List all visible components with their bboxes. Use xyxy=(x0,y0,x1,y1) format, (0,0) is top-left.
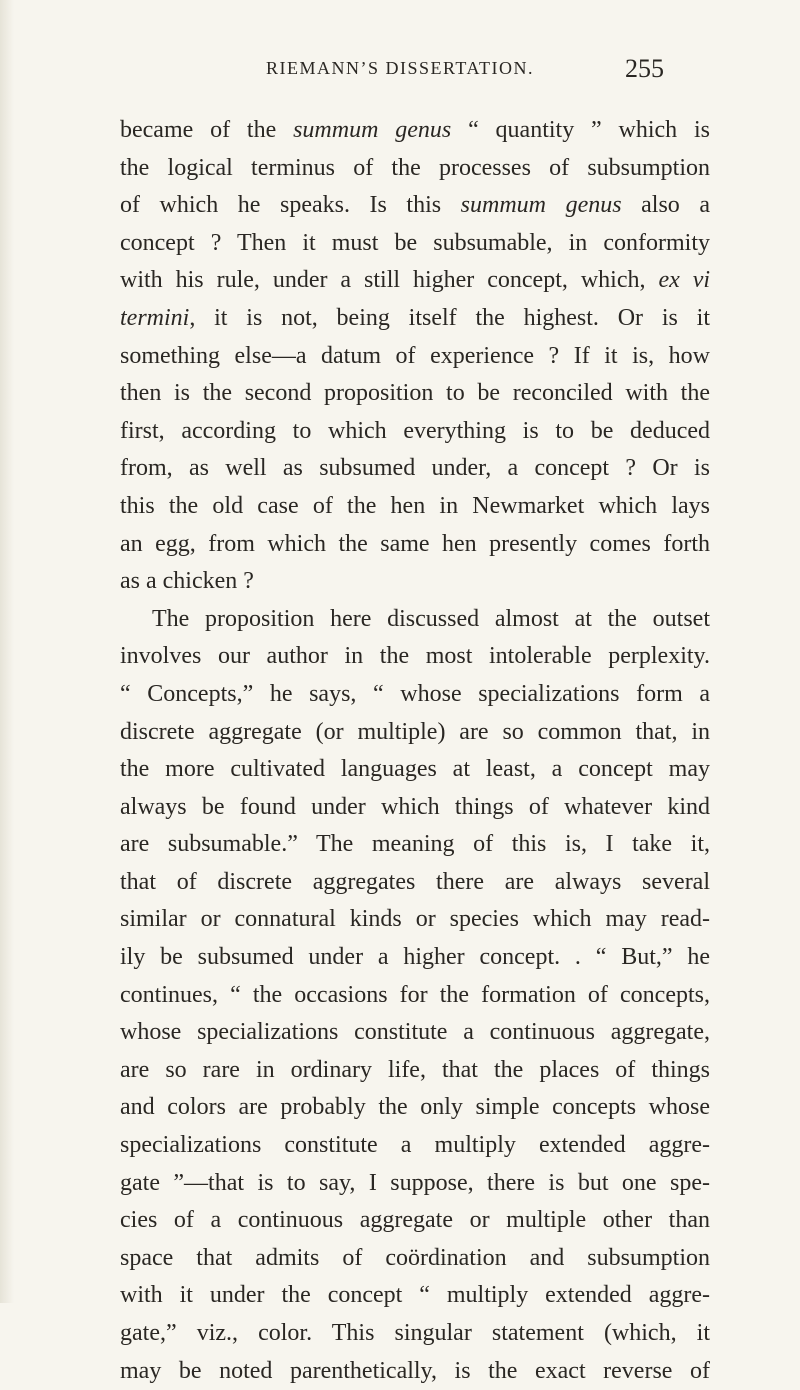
text-line: and colors are probably the only simple concepts whose xyxy=(120,1094,710,1121)
text-line: this the old case of the hen in Newmarket which lays xyxy=(120,492,710,519)
text-line: the logical terminus of the processes of subsumption xyxy=(120,154,710,181)
text-line: specializations constitute a multiply extended aggre- xyxy=(120,1132,710,1159)
text-line: with it under the concept “ multiply extended aggre- xyxy=(120,1282,710,1309)
text-line: first, according to which everything is to be deduced xyxy=(120,417,710,444)
text-line: always be found under which things of whatever kind xyxy=(120,793,710,820)
body-text xyxy=(120,112,710,1390)
text-line: concept ? Then it must be subsumable, in conformity xyxy=(120,229,710,256)
text-line: from, as well as subsumed under, a concept ? Or is xyxy=(120,455,710,482)
text-line: of which he speaks. Is this summum genus also a xyxy=(120,192,710,219)
running-head xyxy=(0,54,800,88)
text-line: whose specializations constitute a continuous aggregate, xyxy=(120,1019,710,1046)
running-title: RIEMANN’S DISSERTATION. xyxy=(266,58,534,78)
text-line: an egg, from which the same hen presently comes forth xyxy=(120,530,710,557)
text-line: discrete aggregate (or multiple) are so common that, in xyxy=(120,718,710,745)
page-gutter-shadow xyxy=(0,0,14,1303)
text-line: termini, it is not, being itself the highest. Or is it xyxy=(120,304,710,331)
text-line: gate,” viz., color. This singular statement (which, it xyxy=(120,1320,710,1346)
text-line: space that admits of coördination and subsumption xyxy=(120,1244,710,1271)
text-line: ily be subsumed under a higher concept. . “ But,” he xyxy=(120,944,710,971)
text-line: something else—a datum of experience ? If it is, how xyxy=(120,342,710,369)
text-line: involves our author in the most intolerable perplexity. xyxy=(120,643,710,670)
text-line: cies of a continuous aggregate or multiple other than xyxy=(120,1207,710,1234)
paragraph-start-line: The proposition here discussed almost at the outset xyxy=(152,605,710,632)
page-number: 255 xyxy=(625,54,664,83)
text-line: that of discrete aggregates there are always several xyxy=(120,868,710,895)
text-line: continues, “ the occasions for the formation of concepts, xyxy=(120,981,710,1008)
text-line: became of the summum genus “ quantity ” which is xyxy=(120,117,710,143)
text-line: “ Concepts,” he says, “ whose specializations form a xyxy=(120,680,710,707)
text-line: may be noted parenthetically, is the exact reverse of xyxy=(120,1357,710,1384)
text-line: the more cultivated languages at least, a concept may xyxy=(120,756,710,783)
text-line: similar or connatural kinds or species which may read- xyxy=(120,906,710,933)
text-line: with his rule, under a still higher concept, which, ex vi xyxy=(120,267,711,294)
text-line: as a chicken ? xyxy=(120,568,254,595)
text-line: then is the second proposition to be reconciled with the xyxy=(120,380,710,407)
text-line: are so rare in ordinary life, that the places of things xyxy=(120,1056,710,1083)
text-line: gate ”—that is to say, I suppose, there is but one spe- xyxy=(120,1169,710,1196)
text-line: are subsumable.” The meaning of this is, I take it, xyxy=(120,831,710,858)
